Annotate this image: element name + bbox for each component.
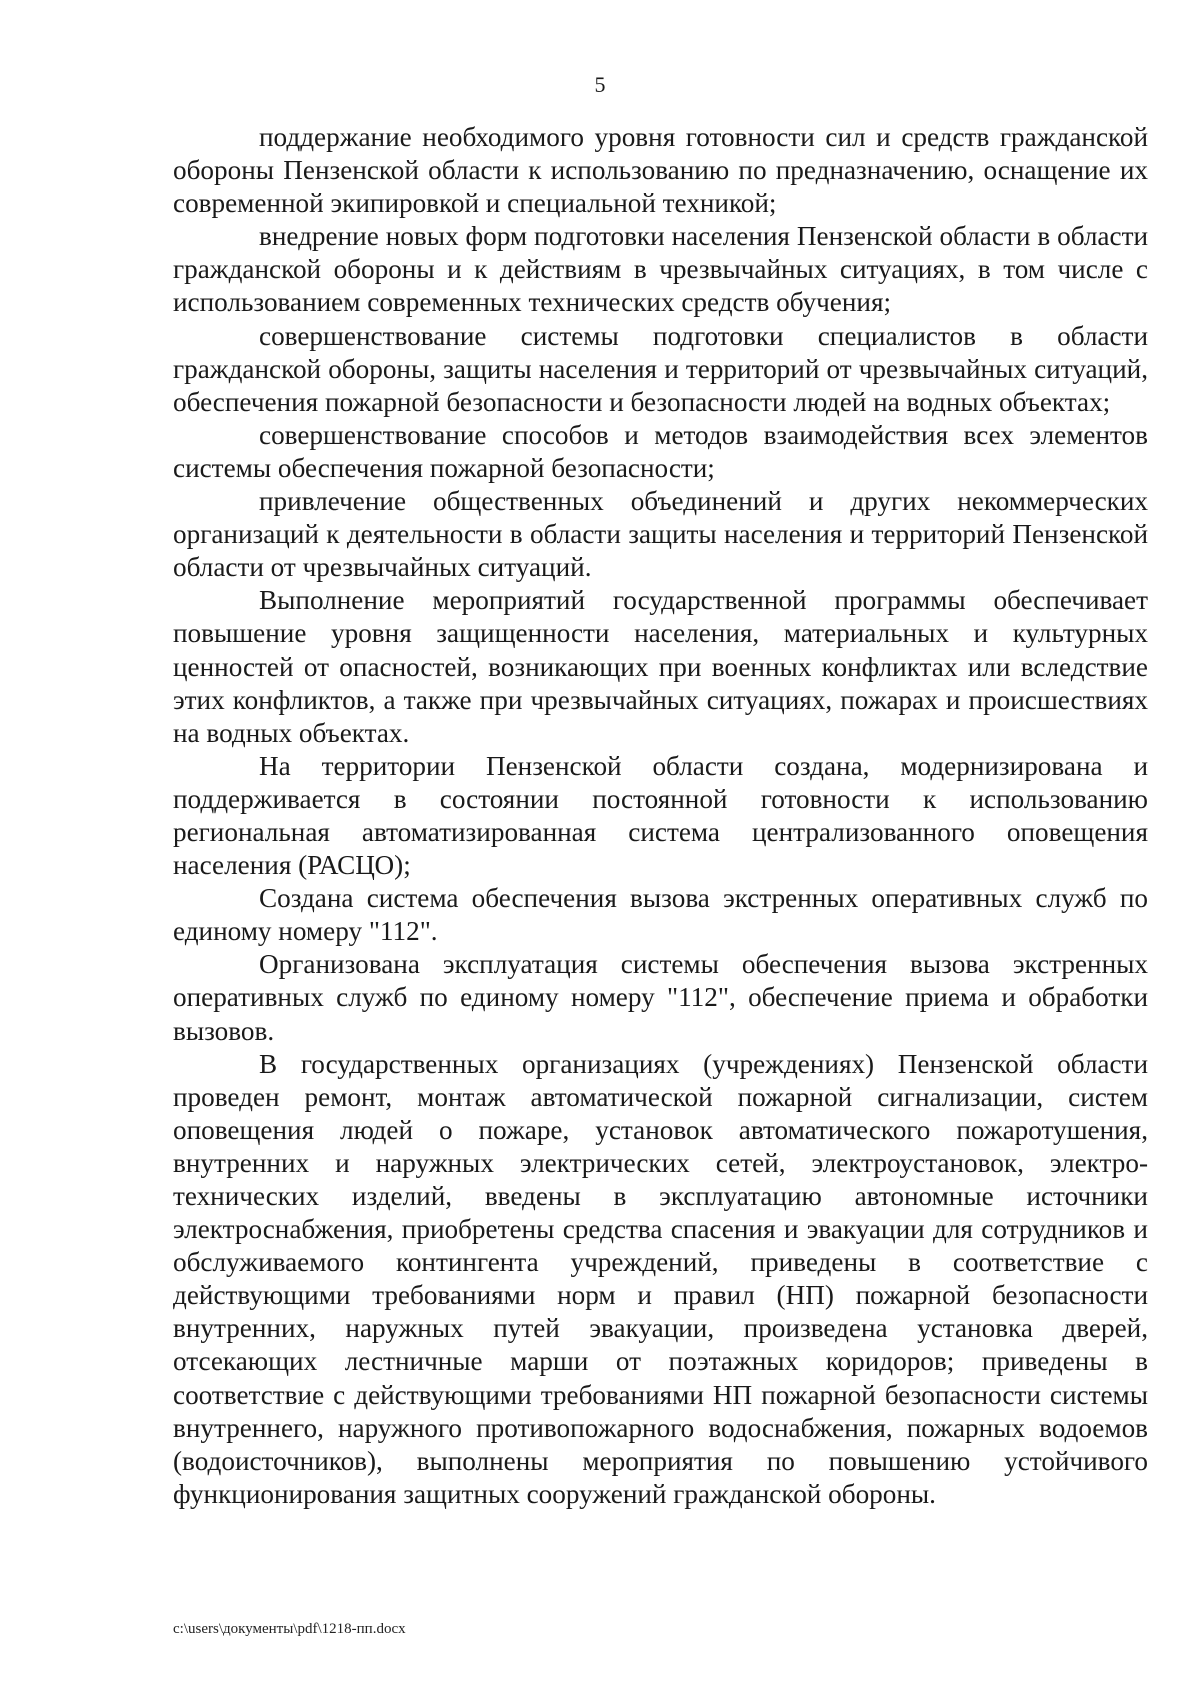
footer-file-path: c:\users\документы\pdf\1218-пп.docx bbox=[173, 1621, 406, 1637]
paragraph: На территории Пензенской области создана, модернизирована и поддерживается в состоянии постоянной готовности к использованию региональная автоматизированная система централизованного оповещения населения (РАСЦО); bbox=[173, 750, 1148, 881]
page-number: 5 bbox=[594, 72, 606, 97]
paragraph: совершенствование системы подготовки специалистов в области гражданской обороны, защиты населения и территорий от чрезвычайных ситуаций, обеспечения пожарной безопасности и безопасности людей на водных объектах; bbox=[173, 320, 1148, 417]
paragraph: В государственных организациях (учреждениях) Пензенской области проведен ремонт, монтаж автоматической пожарной сигнализации, систем оповещения людей о пожаре, установок автоматического пожаротушения, внутренних и наружных электрических сетей, электроустановок, электротехнических изделий, введены в эксплуатацию автономные источники электроснабжения, приобретены средства спасения и эвакуации для сотрудников и обслуживаемого контингента учреждений, приведены в соответствие с действующими требованиями норм и правил (НП) пожарной безопасности внутренних, наружных путей эвакуации, произведена установка дверей, отсекающих лестничные марши от поэтажных коридоров; приведены в соответствие с действующими требованиями НП пожарной безопасности системы внутреннего, наружного противопожарного водоснабжения, пожарных водоемов (водоисточников), выполнены мероприятия по повышению устойчивого функционирования защитных сооружений гражданской обороны. bbox=[173, 1048, 1148, 1509]
paragraph: привлечение общественных объединений и других некоммерческих организаций к деятельности в области защиты населения и территорий Пензенской области от чрезвычайных ситуаций. bbox=[173, 486, 1148, 583]
paragraph: внедрение новых форм подготовки населения Пензенской области в области гражданской обороны и к действиям в чрезвычайных ситуациях, в том числе с использованием современных технических средств обучения; bbox=[173, 221, 1148, 318]
paragraph: поддержание необходимого уровня готовности сил и средств гражданской обороны Пензенской области к использованию по предназначению, оснащение их современной экипировкой и специальной техникой; bbox=[173, 122, 1148, 219]
paragraph: Создана система обеспечения вызова экстренных оперативных служб по единому номеру "112". bbox=[173, 883, 1148, 947]
body-text bbox=[173, 121, 1148, 1511]
paragraph: совершенствование способов и методов взаимодействия всех элементов системы обеспечения пожарной безопасности; bbox=[173, 419, 1148, 483]
paragraph: Выполнение мероприятий государственной программы обеспечивает повышение уровня защищенности населения, материальных и культурных ценностей от опасностей, возникающих при военных конфликтах или вследствие этих конфликтов, а также при чрезвычайных ситуациях, пожарах и происшествиях на водных объектах. bbox=[173, 585, 1148, 748]
paragraph: Организована эксплуатация системы обеспечения вызова экстренных оперативных служб по единому номеру "112", обеспечение приема и обработки вызовов. bbox=[173, 949, 1148, 1046]
